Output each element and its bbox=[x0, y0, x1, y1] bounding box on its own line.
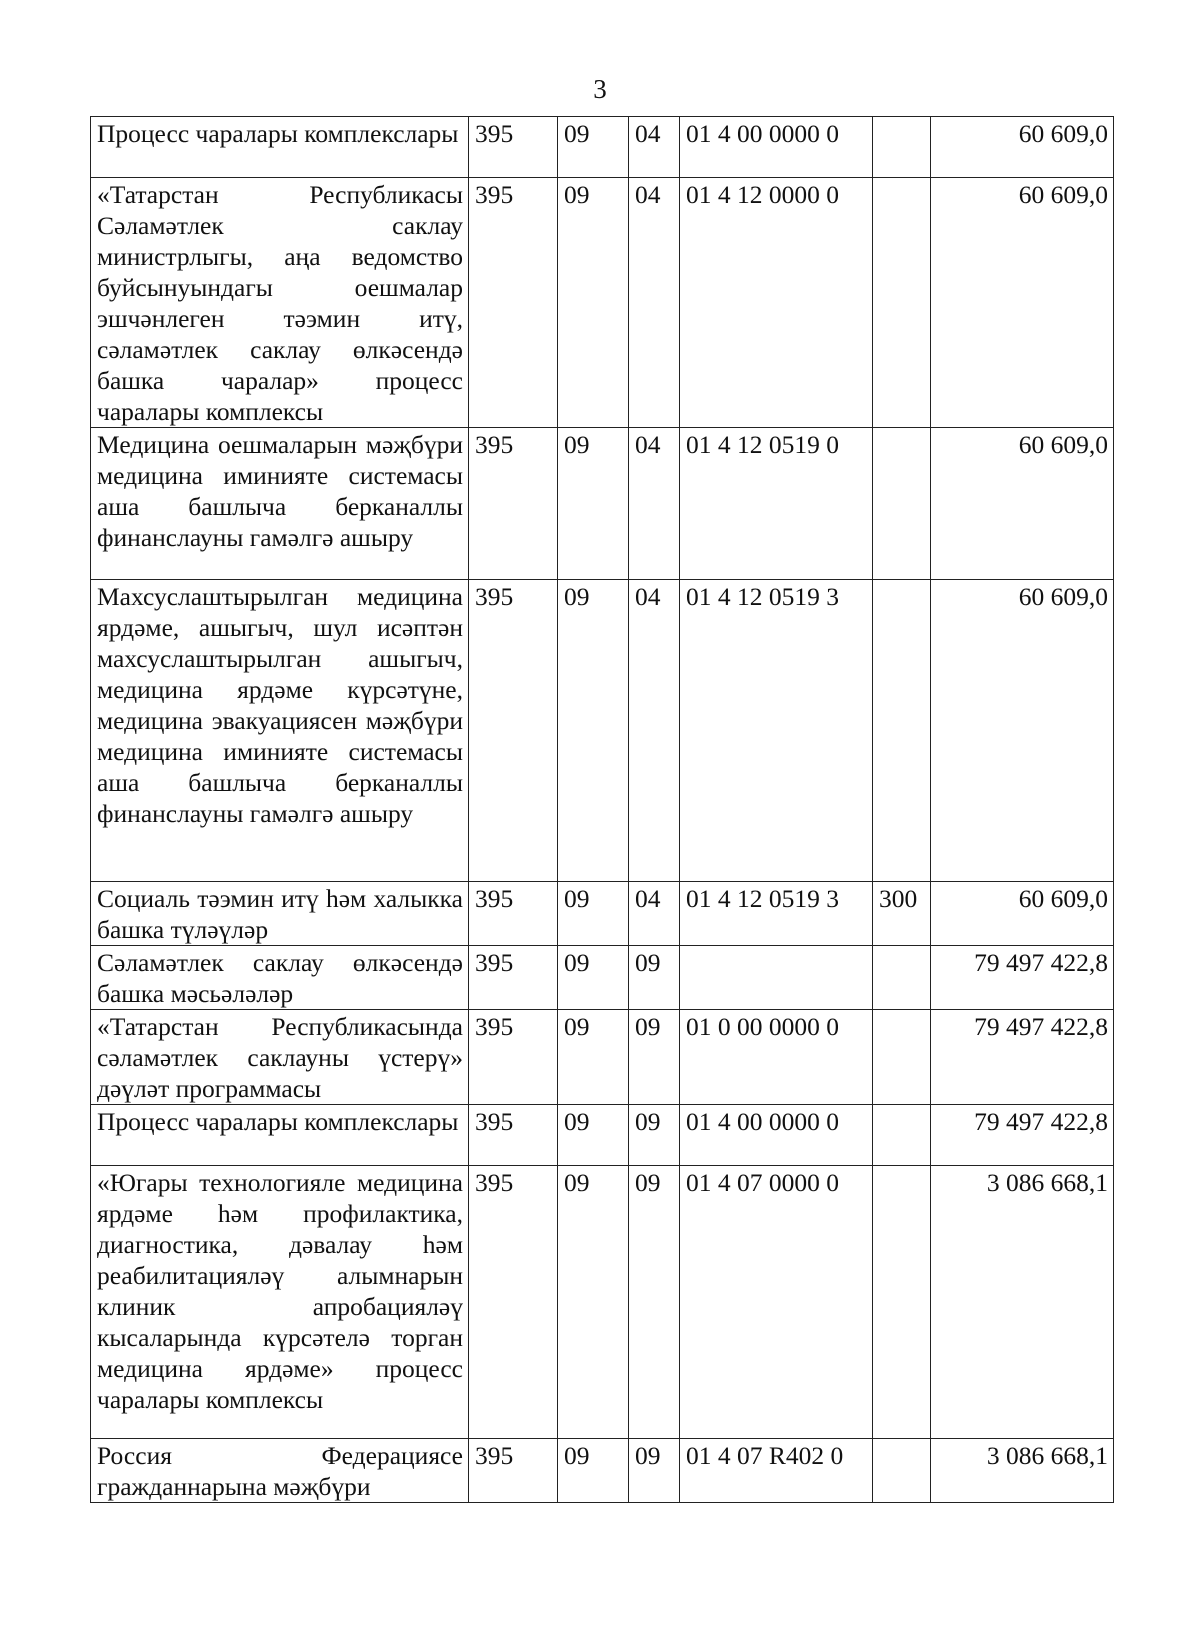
row-target-article-code bbox=[680, 946, 873, 1010]
row-section-code: 09 bbox=[558, 428, 629, 580]
page-number: 3 bbox=[593, 74, 607, 104]
row-expense-type-code bbox=[873, 580, 931, 882]
row-subsection-code: 04 bbox=[629, 882, 680, 946]
table-row bbox=[91, 1439, 1114, 1503]
row-ved-code: 395 bbox=[469, 428, 558, 580]
row-ved-code: 395 bbox=[469, 882, 558, 946]
row-subsection-code: 09 bbox=[629, 946, 680, 1010]
row-subsection-code: 04 bbox=[629, 117, 680, 178]
row-description: «Югары технологияле медицина ярдәме һәм профилактика, диагностика, дәвалау һәм реабилитацияләү алымнарын клиник апробацияләү кысаларында күрсәтелә торган медицина ярдәме» процесс чаралары комплексы bbox=[91, 1166, 469, 1439]
row-description: Процесс чаралары комплекслары bbox=[91, 1105, 469, 1166]
row-ved-code: 395 bbox=[469, 580, 558, 882]
row-subsection-code: 09 bbox=[629, 1105, 680, 1166]
row-amount: 60 609,0 bbox=[931, 428, 1114, 580]
row-ved-code: 395 bbox=[469, 946, 558, 1010]
row-description: Сәламәтлек саклау өлкәсендә башка мәсьәләләр bbox=[91, 946, 469, 1010]
row-description: Россия Федерациясе гражданнарына мәҗбүри bbox=[91, 1439, 469, 1503]
row-subsection-code: 09 bbox=[629, 1439, 680, 1503]
row-section-code: 09 bbox=[558, 1439, 629, 1503]
row-amount: 79 497 422,8 bbox=[931, 946, 1114, 1010]
row-ved-code: 395 bbox=[469, 1166, 558, 1439]
row-amount: 60 609,0 bbox=[931, 178, 1114, 428]
row-description: Махсуслаштырылган медицина ярдәме, ашыгыч, шул исәптән махсуслаштырылган ашыгыч, медицина ярдәме күрсәтүне, медицина эвакуациясен мәҗбүри медицина иминияте системасы аша башлыча берканаллы финанслауны гамәлгә ашыру bbox=[91, 580, 469, 882]
row-description: Социаль тәэмин итү һәм халыкка башка түләүләр bbox=[91, 882, 469, 946]
row-section-code: 09 bbox=[558, 882, 629, 946]
row-amount: 60 609,0 bbox=[931, 117, 1114, 178]
budget-table bbox=[90, 116, 1114, 1503]
row-expense-type-code bbox=[873, 117, 931, 178]
row-ved-code: 395 bbox=[469, 178, 558, 428]
row-section-code: 09 bbox=[558, 178, 629, 428]
table-row bbox=[91, 946, 1114, 1010]
row-section-code: 09 bbox=[558, 1166, 629, 1439]
row-target-article-code: 01 4 00 0000 0 bbox=[680, 117, 873, 178]
row-amount: 79 497 422,8 bbox=[931, 1105, 1114, 1166]
row-amount: 3 086 668,1 bbox=[931, 1166, 1114, 1439]
table-row bbox=[91, 117, 1114, 178]
row-expense-type-code: 300 bbox=[873, 882, 931, 946]
row-section-code: 09 bbox=[558, 946, 629, 1010]
row-amount: 79 497 422,8 bbox=[931, 1010, 1114, 1105]
row-target-article-code: 01 4 07 R402 0 bbox=[680, 1439, 873, 1503]
row-target-article-code: 01 4 12 0519 0 bbox=[680, 428, 873, 580]
table-row bbox=[91, 580, 1114, 882]
row-description: Медицина оешмаларын мәҗбүри медицина иминияте системасы аша башлыча берканаллы финанслауны гамәлгә ашыру bbox=[91, 428, 469, 580]
table-body bbox=[91, 117, 1114, 1503]
row-subsection-code: 04 bbox=[629, 580, 680, 882]
row-ved-code: 395 bbox=[469, 1439, 558, 1503]
row-expense-type-code bbox=[873, 178, 931, 428]
row-section-code: 09 bbox=[558, 1105, 629, 1166]
row-expense-type-code bbox=[873, 428, 931, 580]
row-subsection-code: 09 bbox=[629, 1166, 680, 1439]
table-row bbox=[91, 1105, 1114, 1166]
row-expense-type-code bbox=[873, 946, 931, 1010]
row-amount: 60 609,0 bbox=[931, 580, 1114, 882]
table-row bbox=[91, 1166, 1114, 1439]
row-target-article-code: 01 0 00 0000 0 bbox=[680, 1010, 873, 1105]
row-target-article-code: 01 4 12 0519 3 bbox=[680, 882, 873, 946]
row-amount: 60 609,0 bbox=[931, 882, 1114, 946]
row-expense-type-code bbox=[873, 1105, 931, 1166]
row-description: «Татарстан Республикасында сәламәтлек саклауны үстерү» дәүләт программасы bbox=[91, 1010, 469, 1105]
table-row bbox=[91, 1010, 1114, 1105]
table-row bbox=[91, 882, 1114, 946]
row-expense-type-code bbox=[873, 1010, 931, 1105]
row-ved-code: 395 bbox=[469, 1105, 558, 1166]
row-target-article-code: 01 4 00 0000 0 bbox=[680, 1105, 873, 1166]
row-description: «Татарстан Республикасы Сәламәтлек саклау министрлыгы, аңа ведомство буйсынуындагы оешмалар эшчәнлеген тәэмин итү, сәламәтлек саклау өлкәсендә башка чаралар» процесс чаралары комплексы bbox=[91, 178, 469, 428]
row-ved-code: 395 bbox=[469, 117, 558, 178]
row-target-article-code: 01 4 12 0519 3 bbox=[680, 580, 873, 882]
row-subsection-code: 04 bbox=[629, 178, 680, 428]
row-subsection-code: 09 bbox=[629, 1010, 680, 1105]
row-subsection-code: 04 bbox=[629, 428, 680, 580]
row-ved-code: 395 bbox=[469, 1010, 558, 1105]
table-row bbox=[91, 178, 1114, 428]
row-section-code: 09 bbox=[558, 117, 629, 178]
table-row bbox=[91, 428, 1114, 580]
row-amount: 3 086 668,1 bbox=[931, 1439, 1114, 1503]
row-expense-type-code bbox=[873, 1166, 931, 1439]
row-expense-type-code bbox=[873, 1439, 931, 1503]
row-target-article-code: 01 4 12 0000 0 bbox=[680, 178, 873, 428]
row-section-code: 09 bbox=[558, 1010, 629, 1105]
row-description: Процесс чаралары комплекслары bbox=[91, 117, 469, 178]
row-section-code: 09 bbox=[558, 580, 629, 882]
row-target-article-code: 01 4 07 0000 0 bbox=[680, 1166, 873, 1439]
